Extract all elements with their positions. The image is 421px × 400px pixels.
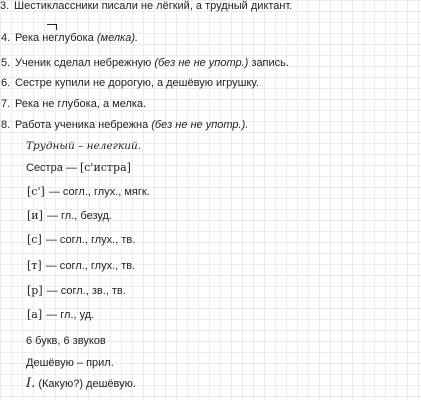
roman-numeral: I.	[26, 376, 36, 391]
sentence-text-pre: Река	[15, 32, 43, 44]
sound-description: — гл., уд.	[46, 309, 95, 321]
sound-description: — согл., глух., мягк.	[48, 186, 150, 198]
part-of-speech: Дешёвую – прил.	[26, 357, 114, 369]
sound: [а]	[27, 308, 43, 321]
sound-row	[26, 308, 94, 322]
sentence-note: (без не не употр.)	[154, 57, 249, 69]
sound: [с]	[27, 233, 42, 246]
sound-row	[26, 233, 135, 247]
sentence-5	[1, 56, 289, 70]
sound: [с']	[27, 185, 45, 198]
sentence-text-post: глубока	[54, 32, 97, 44]
sentence-3	[0, 0, 292, 13]
sentence-text-pre: Ученик сделал небрежную	[15, 57, 155, 69]
separate-writing-mark	[42, 31, 54, 45]
sentence-6	[1, 76, 259, 90]
word: Сестра	[26, 162, 63, 174]
sentence-number: 4.	[1, 32, 11, 44]
dash: —	[65, 162, 77, 174]
sentence-number: 3.	[0, 0, 10, 12]
sentence-text: Шестиклассники писали не лёгкий, а трудный диктант.	[14, 0, 293, 12]
particle-ne: не	[42, 32, 55, 44]
sound-row	[26, 259, 135, 273]
sound-description: — гл., безуд.	[46, 210, 112, 222]
sentence-4	[1, 31, 138, 45]
sound: [р]	[27, 284, 43, 297]
sentence-8	[1, 118, 248, 132]
sentence-number: 6.	[1, 77, 11, 89]
sound-row	[26, 209, 112, 223]
sound-description: — согл., глух., тв.	[45, 260, 136, 272]
question-form: (Какую?) дешёвую.	[38, 378, 136, 390]
transcription: [с'истра]	[79, 161, 131, 174]
morphology-line	[26, 377, 136, 391]
sentence-number: 8.	[1, 119, 11, 131]
sentence-note: (без не не употр.).	[151, 119, 249, 131]
letter-sound-count: 6 букв, 6 звуков	[26, 335, 106, 347]
sentence-text: Сестре купили не дорогую, а дешёвую игрушку.	[15, 77, 259, 89]
corner-mark-icon	[47, 24, 57, 30]
sentence-text: Река не глубока, а мелка.	[15, 98, 147, 110]
sentence-number: 5.	[1, 57, 11, 69]
sound: [и]	[27, 209, 43, 222]
sound: [т]	[27, 259, 42, 272]
sound-description: — согл., зв., тв.	[46, 285, 126, 297]
sentence-text-pre: Работа ученика небрежна	[15, 119, 152, 131]
sentence-note: (мелка).	[96, 32, 139, 44]
sentence-text-post: запись.	[248, 57, 289, 69]
synonym-note: Трудный – нелегкий.	[26, 140, 142, 152]
sound-description: — согл., глух., тв.	[45, 234, 136, 246]
sentence-7	[1, 97, 146, 111]
sound-row	[26, 284, 126, 298]
sound-row	[26, 185, 150, 199]
phonetic-word	[26, 161, 131, 175]
sentence-number: 7.	[1, 98, 11, 110]
